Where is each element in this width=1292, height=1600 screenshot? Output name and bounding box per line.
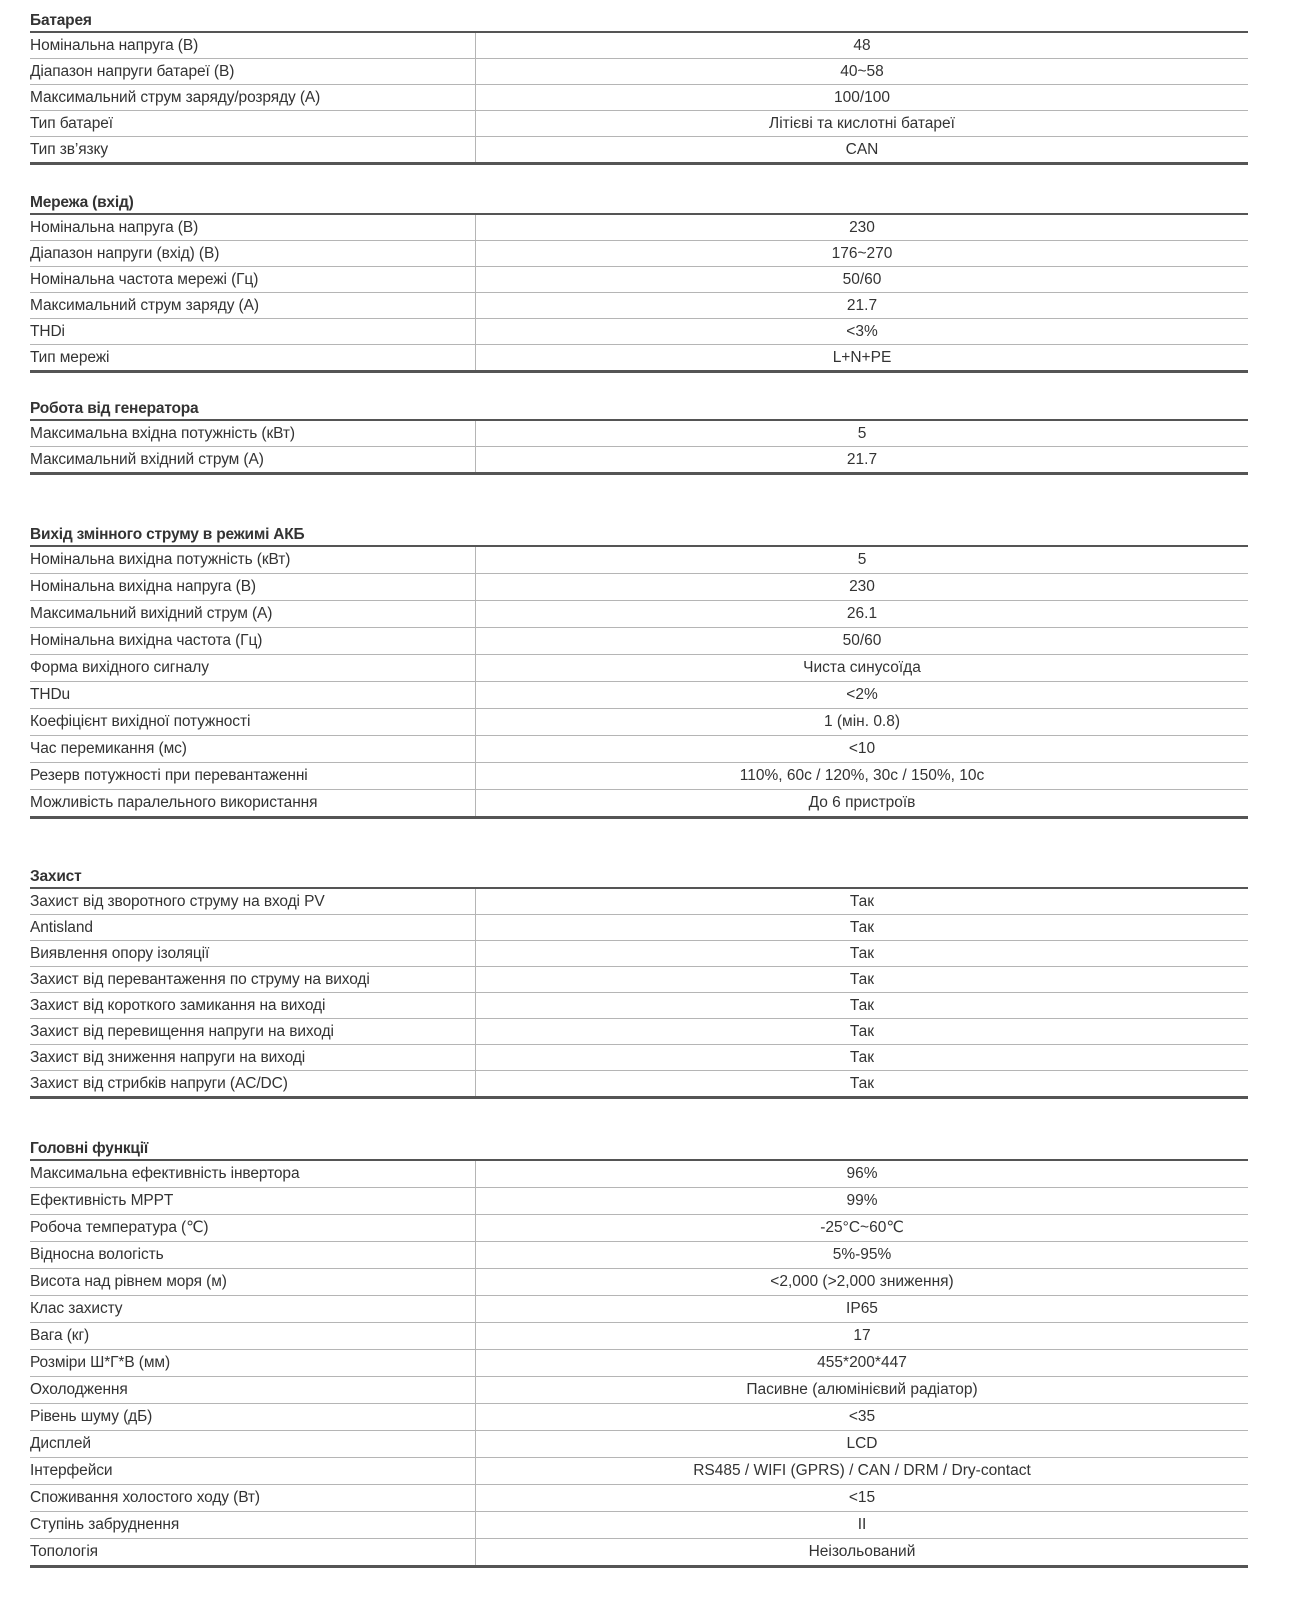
spec-table-generator (30, 419, 1248, 475)
spec-value: 5%-95% (476, 1242, 1249, 1269)
spec-label: Діапазон напруги (вхід) (В) (30, 241, 476, 267)
spec-label: Можливість паралельного використання (30, 794, 318, 811)
spec-label: Висота над рівнем моря (м) (30, 1269, 476, 1296)
spec-label: Захист від перевищення напруги на виході (30, 1019, 476, 1045)
table-row (30, 1215, 1248, 1242)
spec-label: Резерв потужності при перевантаженні (30, 763, 476, 790)
spec-label: Номінальна вихідна напруга (В) (30, 574, 476, 601)
spec-value: 96% (476, 1160, 1249, 1188)
spec-label: Тип зв’язку (30, 141, 109, 158)
spec-value: 455*200*447 (476, 1350, 1249, 1377)
table-row (30, 267, 1248, 293)
spec-label: THDi (30, 319, 476, 345)
table-row (30, 1160, 1248, 1188)
table-row (30, 1350, 1248, 1377)
spec-value: 17 (476, 1323, 1249, 1350)
spec-value: Літієві та кислотні батареї (476, 111, 1249, 137)
spec-label: Захист від перевантаження по струму на виході (30, 967, 476, 993)
spec-label: Максимальний вихідний струм (А) (30, 601, 476, 628)
spec-value: 26.1 (476, 601, 1249, 628)
spec-label: Інтерфейси (30, 1458, 476, 1485)
spec-value: 40~58 (476, 59, 1249, 85)
spec-label: Захист від зниження напруги на виході (30, 1045, 476, 1071)
table-row (30, 1485, 1248, 1512)
spec-value: Так (476, 915, 1249, 941)
spec-label: Відносна вологість (30, 1242, 476, 1269)
spec-value: Так (476, 941, 1249, 967)
spec-label: Максимальна ефективність інвертора (30, 1160, 476, 1188)
spec-table-grid-input (30, 213, 1248, 373)
spec-label: Тип батареї (30, 111, 476, 137)
spec-value: RS485 / WIFI (GPRS) / CAN / DRM / Dry-contact (476, 1458, 1249, 1485)
table-row (30, 1323, 1248, 1350)
section-title: Робота від генератора (30, 400, 199, 417)
spec-value: 230 (476, 574, 1249, 601)
table-row (30, 967, 1248, 993)
table-row (30, 1019, 1248, 1045)
spec-label: Захист від стрибків напруги (AC/DC) (30, 1075, 288, 1092)
spec-label: Номінальна вихідна потужність (кВт) (30, 546, 476, 574)
table-row (30, 1539, 1248, 1567)
table-row (30, 319, 1248, 345)
section-title: Головні функції (30, 1140, 149, 1157)
table-row (30, 85, 1248, 111)
table-row (30, 1071, 1248, 1098)
spec-label: Час перемикання (мс) (30, 736, 476, 763)
table-row (30, 420, 1248, 447)
table-row (30, 447, 1248, 474)
spec-label: Номінальна напруга (В) (30, 214, 476, 241)
section-title: Мережа (вхід) (30, 194, 134, 211)
spec-value: 230 (476, 214, 1249, 241)
table-row (30, 1296, 1248, 1323)
spec-label: Охолодження (30, 1377, 476, 1404)
table-row (30, 790, 1248, 818)
table-row (30, 1188, 1248, 1215)
spec-label: Ступінь забруднення (30, 1512, 476, 1539)
spec-label: Рівень шуму (дБ) (30, 1404, 476, 1431)
spec-value: 1 (мін. 0.8) (476, 709, 1249, 736)
section-ac-output (30, 475, 1248, 819)
table-row (30, 601, 1248, 628)
table-row (30, 1512, 1248, 1539)
table-row (30, 888, 1248, 915)
spec-label: Номінальна вихідна частота (Гц) (30, 628, 476, 655)
spec-table-battery (30, 31, 1248, 165)
spec-label: Захист від зворотного струму на вході PV (30, 888, 476, 915)
section-title: Батарея (30, 12, 92, 29)
spec-value: 110%, 60с / 120%, 30с / 150%, 10с (476, 763, 1249, 790)
table-row (30, 1242, 1248, 1269)
table-row (30, 1431, 1248, 1458)
spec-label: Тип мережі (30, 349, 110, 366)
table-row (30, 1404, 1248, 1431)
spec-label: Споживання холостого ходу (Вт) (30, 1485, 476, 1512)
spec-label: Виявлення опору ізоляції (30, 941, 476, 967)
table-row (30, 241, 1248, 267)
spec-value: Так (476, 993, 1249, 1019)
section-protection (30, 819, 1248, 1099)
spec-label: Номінальна напруга (В) (30, 32, 476, 59)
spec-label: Діапазон напруги батареї (В) (30, 59, 476, 85)
table-row (30, 293, 1248, 319)
spec-value: Так (476, 1071, 1249, 1098)
spec-label: Клас захисту (30, 1296, 476, 1323)
table-row (30, 59, 1248, 85)
table-row (30, 682, 1248, 709)
table-row (30, 941, 1248, 967)
table-row (30, 32, 1248, 59)
spec-value: -25°C~60℃ (476, 1215, 1249, 1242)
table-row (30, 345, 1248, 372)
spec-label: Дисплей (30, 1431, 476, 1458)
spec-label: Antisland (30, 915, 476, 941)
spec-value: 176~270 (476, 241, 1249, 267)
spec-value: 5 (476, 546, 1249, 574)
table-row (30, 137, 1248, 164)
spec-label: Розміри Ш*Г*В (мм) (30, 1350, 476, 1377)
spec-label: Захист від короткого замикання на виході (30, 993, 476, 1019)
table-row (30, 915, 1248, 941)
table-row (30, 628, 1248, 655)
section-main-features (30, 1099, 1248, 1568)
spec-value: Так (476, 1019, 1249, 1045)
spec-label: Максимальний струм заряду/розряду (А) (30, 85, 476, 111)
spec-value: 21.7 (476, 293, 1249, 319)
section-title: Вихід змінного струму в режимі АКБ (30, 526, 305, 543)
spec-value: 50/60 (476, 267, 1249, 293)
section-grid-input (30, 165, 1248, 373)
table-row (30, 655, 1248, 682)
spec-label: Максимальний вхідний струм (А) (30, 451, 264, 468)
spec-label: THDu (30, 682, 476, 709)
spec-table-ac-output (30, 545, 1248, 819)
spec-label: Ефективність MPPT (30, 1188, 476, 1215)
spec-label: Максимальна вхідна потужність (кВт) (30, 420, 476, 447)
spec-table-main-features (30, 1159, 1248, 1568)
spec-value: Пасивне (алюмінієвий радіатор) (476, 1377, 1249, 1404)
section-title: Захист (30, 868, 82, 885)
spec-value: Неізольований (476, 1539, 1249, 1567)
spec-value: Чиста синусоїда (476, 655, 1249, 682)
section-generator (30, 373, 1248, 475)
spec-value: <3% (476, 319, 1249, 345)
spec-value: II (476, 1512, 1249, 1539)
spec-label: Вага (кг) (30, 1323, 476, 1350)
spec-label: Максимальний струм заряду (А) (30, 293, 476, 319)
spec-value: <35 (476, 1404, 1249, 1431)
spec-value: 50/60 (476, 628, 1249, 655)
table-row (30, 574, 1248, 601)
table-row (30, 1045, 1248, 1071)
table-row (30, 993, 1248, 1019)
spec-label: Форма вихідного сигналу (30, 655, 476, 682)
spec-value: <2,000 (>2,000 зниження) (476, 1269, 1249, 1296)
spec-label: Робоча температура (℃) (30, 1215, 476, 1242)
spec-value: LCD (476, 1431, 1249, 1458)
spec-value: L+N+PE (476, 345, 1249, 372)
section-battery (30, 0, 1248, 165)
table-row (30, 111, 1248, 137)
spec-value: 100/100 (476, 85, 1249, 111)
spec-value: Так (476, 888, 1249, 915)
table-row (30, 1377, 1248, 1404)
spec-value: <2% (476, 682, 1249, 709)
spec-value: До 6 пристроїв (476, 790, 1249, 818)
table-row (30, 1458, 1248, 1485)
table-row (30, 763, 1248, 790)
spec-label: Коефіцієнт вихідної потужності (30, 709, 476, 736)
spec-value: 99% (476, 1188, 1249, 1215)
table-row (30, 1269, 1248, 1296)
spec-value: 5 (476, 420, 1249, 447)
table-row (30, 214, 1248, 241)
spec-value: 48 (476, 32, 1249, 59)
table-row (30, 736, 1248, 763)
spec-value: 21.7 (476, 447, 1249, 474)
spec-value: CAN (476, 137, 1249, 164)
table-row (30, 546, 1248, 574)
spec-value: <10 (476, 736, 1249, 763)
spec-table-protection (30, 887, 1248, 1099)
table-row (30, 709, 1248, 736)
spec-value: IP65 (476, 1296, 1249, 1323)
spec-label: Номінальна частота мережі (Гц) (30, 267, 476, 293)
spec-value: Так (476, 967, 1249, 993)
spec-label: Топологія (30, 1543, 98, 1560)
spec-value: <15 (476, 1485, 1249, 1512)
spec-value: Так (476, 1045, 1249, 1071)
